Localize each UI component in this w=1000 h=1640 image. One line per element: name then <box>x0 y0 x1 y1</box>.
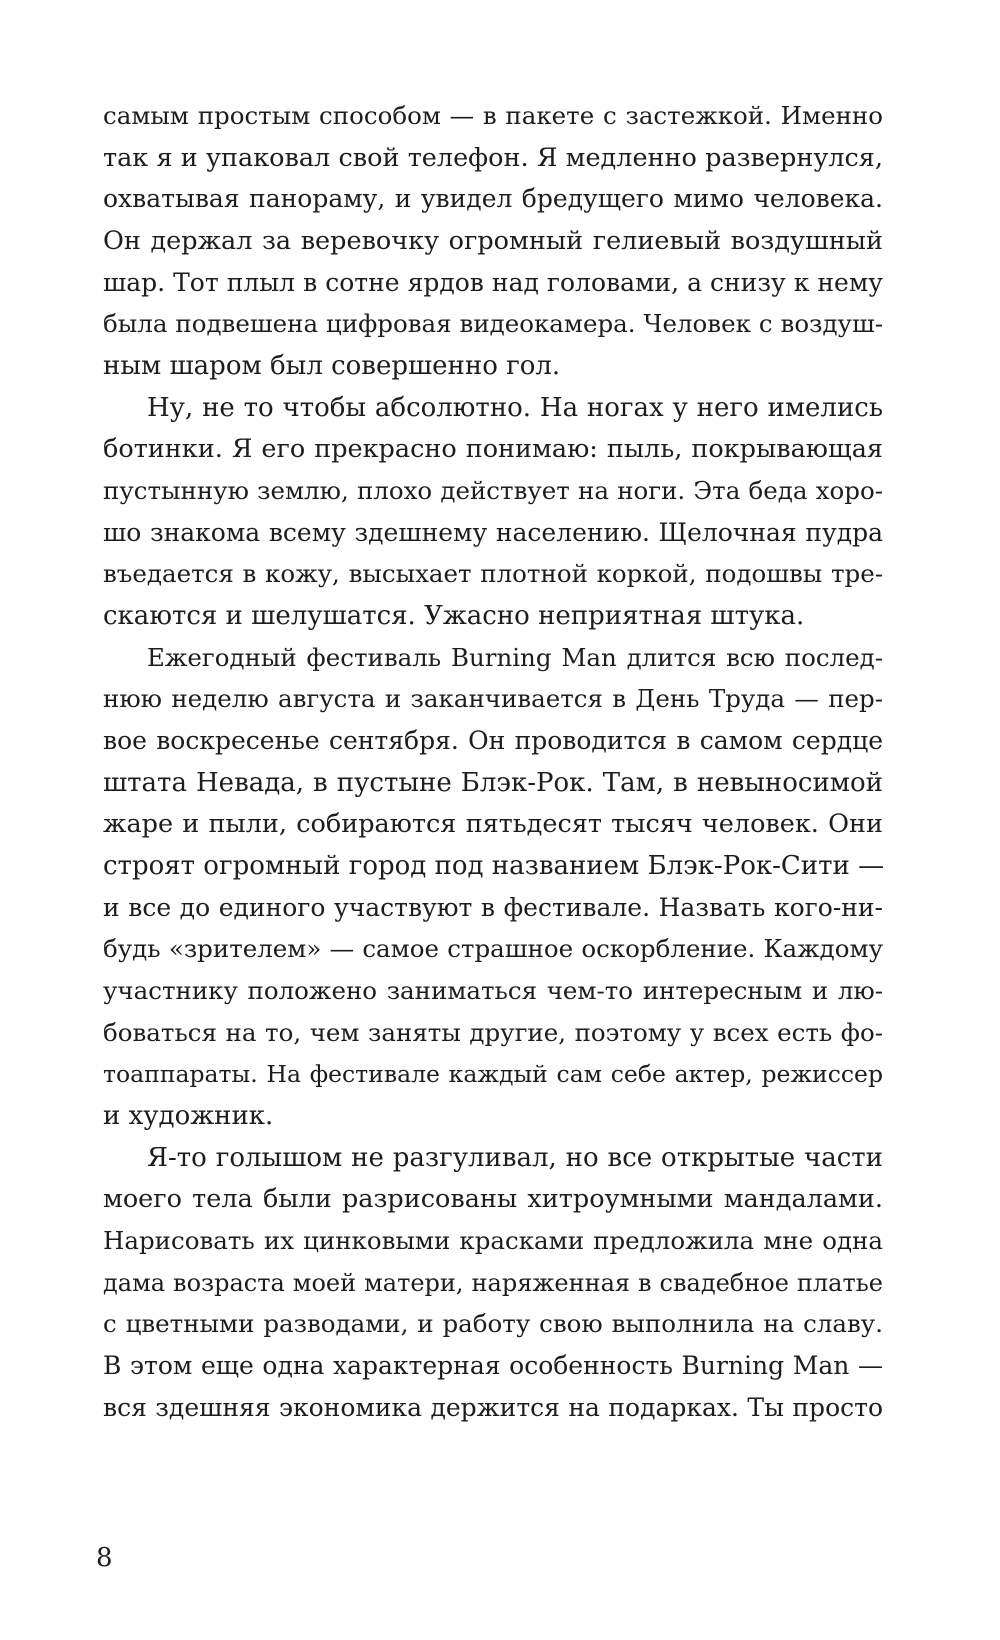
text-line: тоаппараты. На фестивале каждый сам себе актер, режиссер <box>103 1060 883 1088</box>
text-line: штата Невада, в пустыне Блэк-Рок. Там, в невыносимой <box>103 768 883 798</box>
text-line: жаре и пыли, собираются пятьдесят тысяч человек. Они <box>103 809 883 839</box>
text-line: охватывая панораму, и увидел бредущего мимо человека. <box>103 184 883 213</box>
paragraph-first-line: Ну, не то чтобы абсолютно. На ногах у него имелись <box>147 393 883 423</box>
text-line: Нарисовать их цинковыми красками предложила мне одна <box>103 1226 883 1255</box>
text-line: Он держал за веревочку огромный гелиевый воздушный <box>103 226 883 256</box>
text-line: вся здешняя экономика держится на подарках. Ты просто <box>103 1393 883 1422</box>
text-line: так я и упаковал свой телефон. Я медленно развернулся, <box>103 143 883 173</box>
text-line: строят огромный город под названием Блэк-Рок-Сити — <box>103 851 885 881</box>
text-line: нюю неделю августа и заканчивается в День Труда — пер- <box>103 684 883 713</box>
text-line: шо знакома всему здешнему населению. Щелочная пудра <box>103 518 883 547</box>
text-line: шар. Тот плыл в сотне ярдов над головами, а снизу к нему <box>103 268 883 297</box>
text-line: В этом еще одна характерная особенность Burning Man — <box>103 1351 883 1380</box>
text-line: и все до единого участвуют в фестивале. Назвать кого-ни- <box>103 893 883 922</box>
text-line: пустынную землю, плохо действует на ноги. Эта беда хоро- <box>103 476 883 505</box>
page-number: 8 <box>96 1543 113 1573</box>
text-line: с цветными разводами, и работу свою выполнила на славу. <box>103 1309 883 1338</box>
paragraph-last-line: и художник. <box>103 1101 274 1131</box>
text-line: моего тела были разрисованы хитроумными мандалами. <box>103 1184 883 1214</box>
text-line: вое воскресенье сентября. Он проводится в самом сердце <box>103 726 883 755</box>
paragraph-last-line: скаются и шелушатся. Ужасно неприятная штука. <box>103 601 805 631</box>
text-line: будь «зрителем» — самое страшное оскорбление. Каждому <box>103 934 883 963</box>
text-line: въедается в кожу, высыхает плотной коркой, подошвы тре- <box>103 559 883 588</box>
text-line: участнику положено заниматься чем-то интересным и лю- <box>103 976 883 1005</box>
paragraph-first-line: Я-то голышом не разгуливал, но все открытые части <box>147 1143 883 1173</box>
text-line: самым простым способом — в пакете с застежкой. Именно <box>103 101 883 130</box>
text-line: боваться на то, чем заняты другие, поэтому у всех есть фо- <box>103 1018 883 1047</box>
text-line: была подвешена цифровая видеокамера. Человек с воздуш- <box>103 309 883 338</box>
text-line: ботинки. Я его прекрасно понимаю: пыль, покрывающая <box>103 434 883 464</box>
paragraph-first-line: Ежегодный фестиваль Burning Man длится всю послед- <box>147 643 883 672</box>
text-line: дама возраста моей матери, наряженная в свадебное платье <box>103 1269 883 1297</box>
paragraph-last-line: ным шаром был совершенно гол. <box>103 351 561 381</box>
